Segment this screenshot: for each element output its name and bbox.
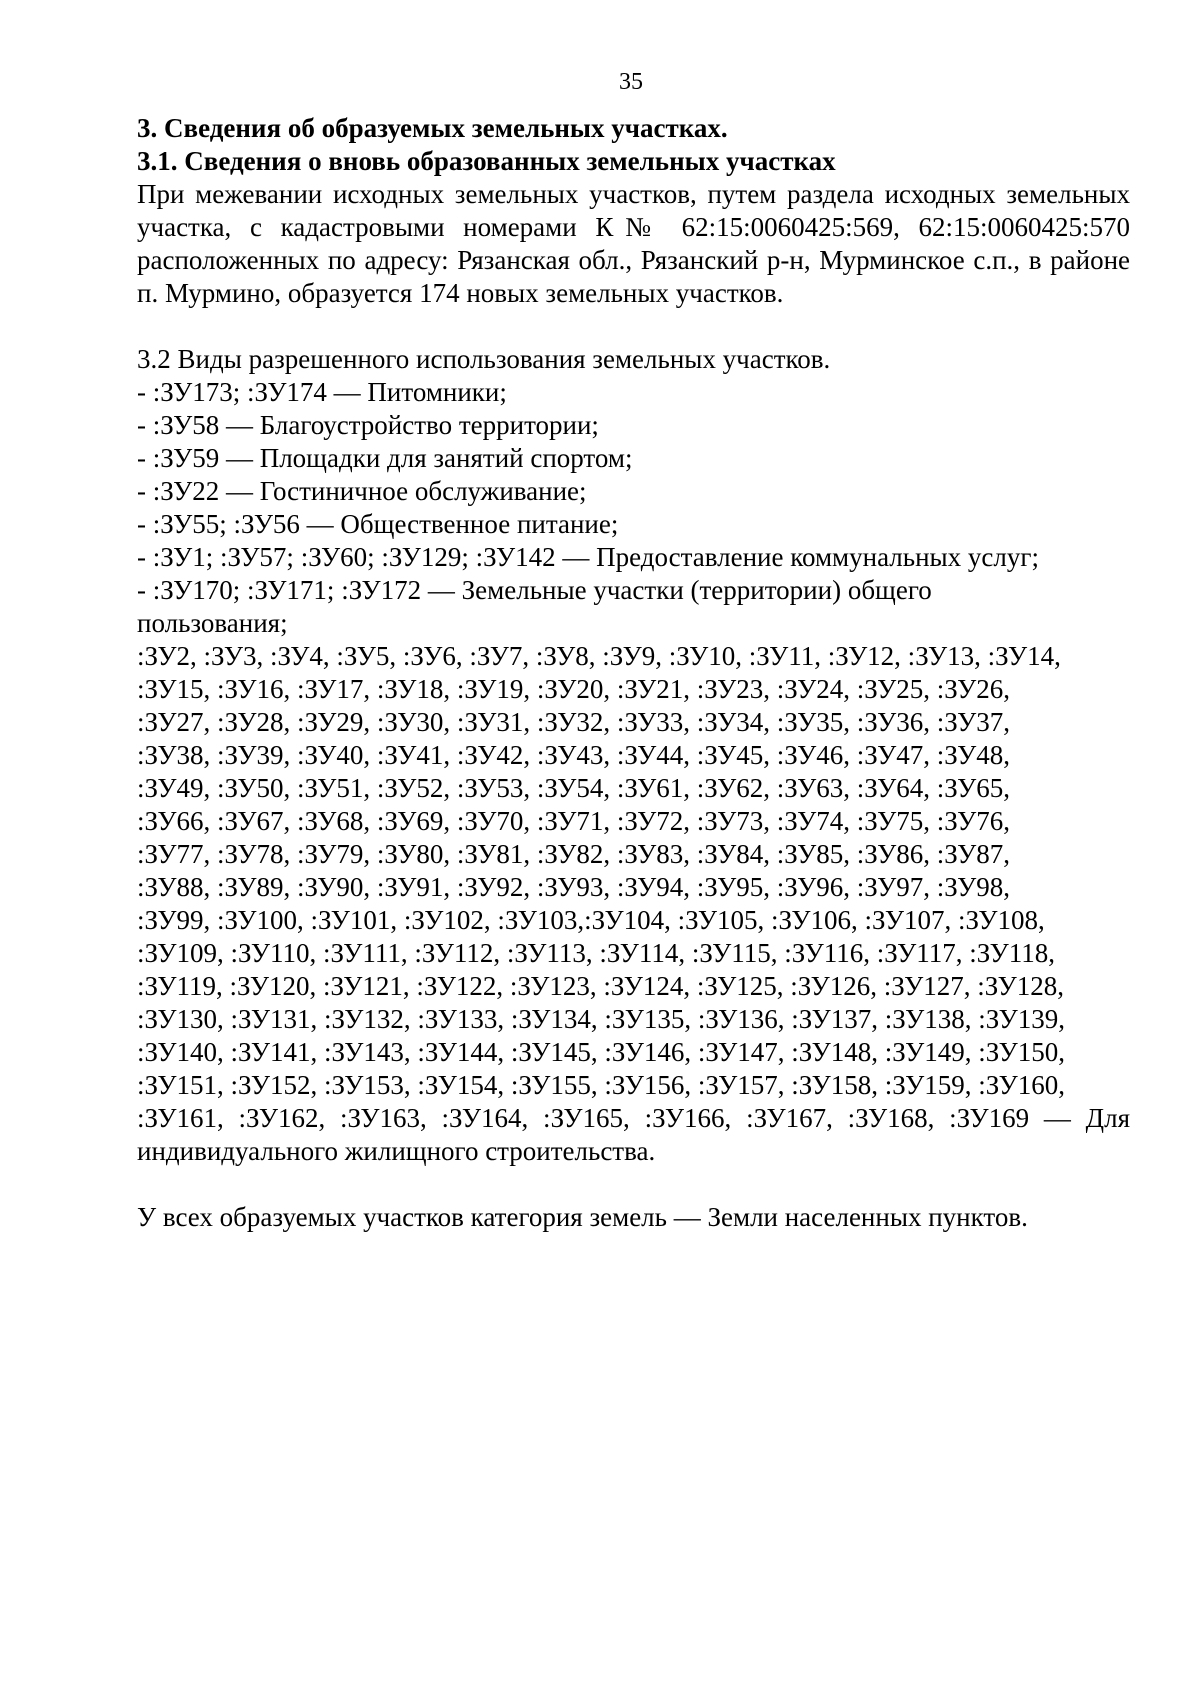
use-item: - :ЗУ170; :ЗУ171; :ЗУ172 — Земельные участки (территории) общего (137, 575, 932, 605)
section-heading-3: 3. Сведения об образуемых земельных участках. (137, 113, 728, 143)
category-statement: У всех образуемых участков категория земель — Земли населенных пунктов. (137, 1202, 1028, 1232)
zu-list-line: :ЗУ49, :ЗУ50, :ЗУ51, :ЗУ52, :ЗУ53, :ЗУ54, :ЗУ61, :ЗУ62, :ЗУ63, :ЗУ64, :ЗУ65, (137, 773, 1010, 803)
page-number: 35 (619, 69, 643, 95)
use-item: - :ЗУ55; :ЗУ56 — Общественное питание; (137, 509, 619, 539)
use-item-continuation: пользования; (137, 608, 288, 638)
spacer (137, 1168, 1130, 1201)
zu-list-last-line: :ЗУ161, :ЗУ162, :ЗУ163, :ЗУ164, :ЗУ165, :ЗУ166, :ЗУ167, :ЗУ168, :ЗУ169 — Для (137, 1103, 1130, 1133)
zu-list-line: :ЗУ130, :ЗУ131, :ЗУ132, :ЗУ133, :ЗУ134, :ЗУ135, :ЗУ136, :ЗУ137, :ЗУ138, :ЗУ139, (137, 1004, 1065, 1034)
page-content (137, 112, 1130, 1234)
zu-list-purpose: индивидуального жилищного строительства. (137, 1136, 656, 1166)
zu-list-line: :ЗУ151, :ЗУ152, :ЗУ153, :ЗУ154, :ЗУ155, :ЗУ156, :ЗУ157, :ЗУ158, :ЗУ159, :ЗУ160, (137, 1070, 1065, 1100)
zu-list-line: :ЗУ99, :ЗУ100, :ЗУ101, :ЗУ102, :ЗУ103,:ЗУ104, :ЗУ105, :ЗУ106, :ЗУ107, :ЗУ108, (137, 905, 1045, 935)
zu-list-line: :ЗУ109, :ЗУ110, :ЗУ111, :ЗУ112, :ЗУ113, :ЗУ114, :ЗУ115, :ЗУ116, :ЗУ117, :ЗУ118, (137, 938, 1055, 968)
section-heading-3-1: 3.1. Сведения о вновь образованных земельных участках (137, 146, 836, 176)
intro-paragraph: При межевании исходных земельных участков, путем раздела исходных земельных участка, с кадастровыми номерами К№ 62:15:0060425:569, 62:15:0060425:570 расположенных по адресу: Рязанская обл., Рязанский р-н, Мурминское с.п., в районе п. Мурмино, образуется 174 новых земельных участков. (137, 179, 1130, 308)
section-3-2-title: 3.2 Виды разрешенного использования земельных участков. (137, 344, 831, 374)
zu-list-line: :ЗУ140, :ЗУ141, :ЗУ143, :ЗУ144, :ЗУ145, :ЗУ146, :ЗУ147, :ЗУ148, :ЗУ149, :ЗУ150, (137, 1037, 1065, 1067)
use-item: - :ЗУ173; :ЗУ174 — Питомники; (137, 377, 507, 407)
zu-list-line: :ЗУ77, :ЗУ78, :ЗУ79, :ЗУ80, :ЗУ81, :ЗУ82, :ЗУ83, :ЗУ84, :ЗУ85, :ЗУ86, :ЗУ87, (137, 839, 1010, 869)
zu-list-line: :ЗУ66, :ЗУ67, :ЗУ68, :ЗУ69, :ЗУ70, :ЗУ71, :ЗУ72, :ЗУ73, :ЗУ74, :ЗУ75, :ЗУ76, (137, 806, 1010, 836)
zu-list-line: :ЗУ119, :ЗУ120, :ЗУ121, :ЗУ122, :ЗУ123, :ЗУ124, :ЗУ125, :ЗУ126, :ЗУ127, :ЗУ128, (137, 971, 1064, 1001)
spacer (137, 310, 1130, 343)
zu-list-line: :ЗУ88, :ЗУ89, :ЗУ90, :ЗУ91, :ЗУ92, :ЗУ93, :ЗУ94, :ЗУ95, :ЗУ96, :ЗУ97, :ЗУ98, (137, 872, 1010, 902)
zu-list-line: :ЗУ27, :ЗУ28, :ЗУ29, :ЗУ30, :ЗУ31, :ЗУ32, :ЗУ33, :ЗУ34, :ЗУ35, :ЗУ36, :ЗУ37, (137, 707, 1010, 737)
zu-list-line: :ЗУ38, :ЗУ39, :ЗУ40, :ЗУ41, :ЗУ42, :ЗУ43, :ЗУ44, :ЗУ45, :ЗУ46, :ЗУ47, :ЗУ48, (137, 740, 1010, 770)
zu-list-line: :ЗУ2, :ЗУ3, :ЗУ4, :ЗУ5, :ЗУ6, :ЗУ7, :ЗУ8, :ЗУ9, :ЗУ10, :ЗУ11, :ЗУ12, :ЗУ13, :ЗУ14, (137, 641, 1061, 671)
zu-list-line: :ЗУ15, :ЗУ16, :ЗУ17, :ЗУ18, :ЗУ19, :ЗУ20, :ЗУ21, :ЗУ23, :ЗУ24, :ЗУ25, :ЗУ26, (137, 674, 1010, 704)
use-item: - :ЗУ1; :ЗУ57; :ЗУ60; :ЗУ129; :ЗУ142 — Предоставление коммунальных услуг; (137, 542, 1039, 572)
use-item: - :ЗУ22 — Гостиничное обслуживание; (137, 476, 587, 506)
use-item: - :ЗУ59 — Площадки для занятий спортом; (137, 443, 633, 473)
use-item: - :ЗУ58 — Благоустройство территории; (137, 410, 599, 440)
